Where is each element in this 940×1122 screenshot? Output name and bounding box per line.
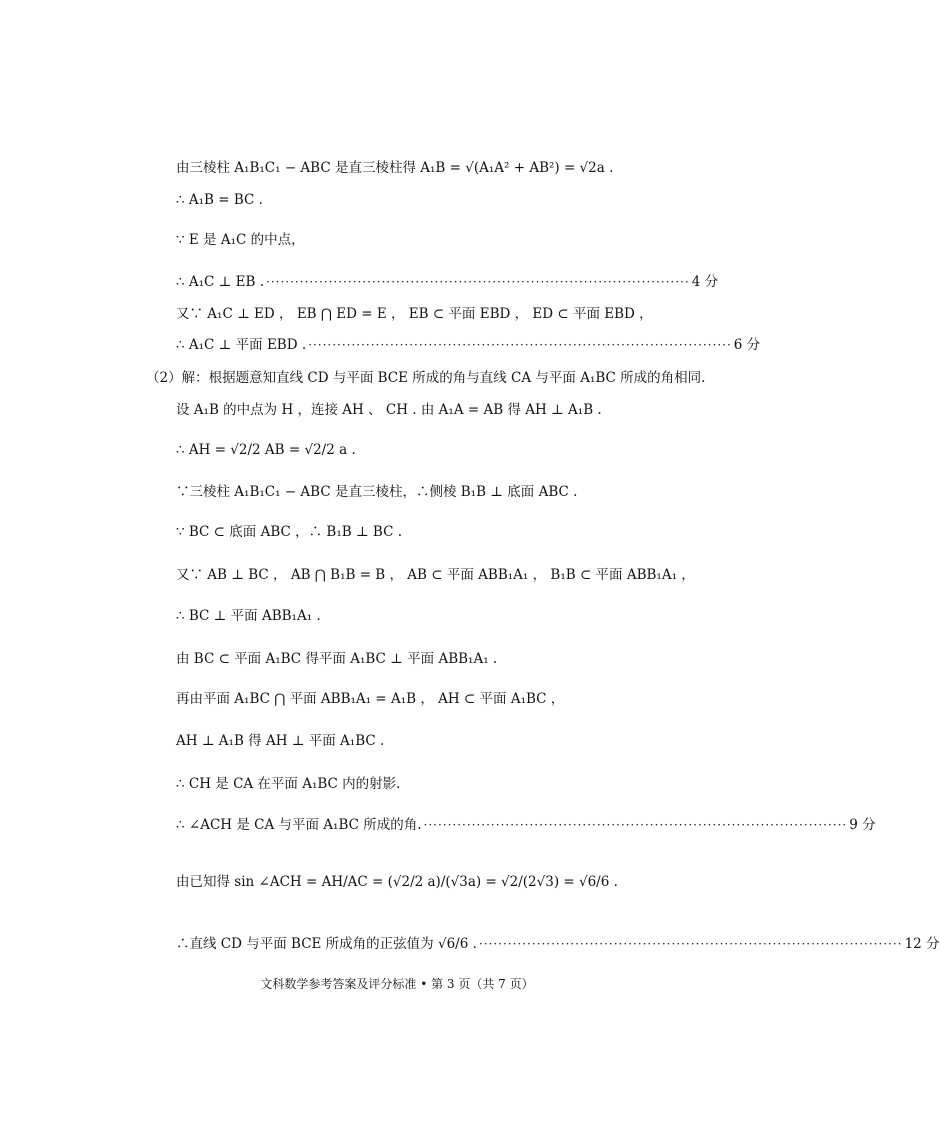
line-6 (176, 335, 761, 355)
line-4-text: ∴ A₁C ⊥ EB . (176, 274, 265, 290)
line-3-text: ∵ E 是 A₁C 的中点， (176, 232, 305, 248)
line-8-text: 设 A₁B 的中点为 H ，连接 AH 、 CH . 由 A₁A = AB 得 AH ⊥ A₁B . (176, 402, 602, 418)
page-footer: 文科数学参考答案及评分标准 • 第 3 页（共 7 页） (260, 977, 534, 991)
line-6-score: 6 分 (733, 337, 761, 353)
line-18-score: 9 分 (849, 817, 876, 833)
line-4-score: 4 分 (691, 274, 719, 290)
line-8 (176, 400, 676, 420)
line-14 (176, 649, 676, 669)
line-3 (176, 230, 676, 250)
score-leader-dots: ························································································ (266, 275, 690, 289)
line-2-text: ∴ A₁B = BC . (176, 192, 263, 208)
line-11-text: ∵ BC ⊂ 底面 ABC ，∴ B₁B ⊥ BC . (176, 524, 403, 540)
line-7-text: （2）解：根据题意知直线 CD 与平面 BCE 所成的角与直线 CA 与平面 A₁BC 所成的角相同. (146, 370, 706, 386)
line-9-text: ∴ AH = √2/2 AB = √2/2 a . (176, 442, 356, 458)
line-12-text: 又∵ AB ⊥ BC ， AB ⋂ B₁B = B ， AB ⊂ 平面 ABB₁A₁ ， B₁B ⊂ 平面 ABB₁A₁ ， (176, 567, 695, 583)
line-7 (146, 368, 706, 388)
line-2 (176, 190, 676, 210)
line-15 (176, 689, 676, 709)
line-13 (176, 606, 676, 626)
line-5 (176, 304, 676, 324)
line-5-text: 又∵ A₁C ⊥ ED ， EB ⋂ ED = E ， EB ⊂ 平面 EBD ， ED ⊂ 平面 EBD ， (176, 306, 653, 322)
line-20 (176, 934, 940, 954)
line-10-text: ∵三棱柱 A₁B₁C₁ − ABC 是直三棱柱，∴侧棱 B₁B ⊥ 底面 ABC . (176, 484, 578, 500)
line-20-score: 12 分 (904, 936, 940, 952)
line-16-text: AH ⊥ A₁B 得 AH ⊥ 平面 A₁BC . (176, 733, 385, 749)
line-15-text: 再由平面 A₁BC ⋂ 平面 ABB₁A₁ = A₁B ， AH ⊂ 平面 A₁BC ， (176, 691, 565, 707)
line-1-text: 由三棱柱 A₁B₁C₁ − ABC 是直三棱柱得 A₁B = √(A₁A² + AB²) = √2a . (176, 160, 614, 176)
line-19-text: 由已知得 sin ∠ACH = AH/AC = (√2/2 a)/(√3a) = √2/(2√3) = √6/6 . (176, 874, 618, 890)
line-6-text: ∴ A₁C ⊥ 平面 EBD . (176, 337, 307, 353)
line-1 (176, 158, 676, 178)
line-20-text: ∴直线 CD 与平面 BCE 所成角的正弦值为 √6/6 . (176, 936, 477, 952)
line-9 (176, 440, 676, 460)
line-12 (176, 565, 696, 585)
line-18-text: ∴ ∠ACH 是 CA 与平面 A₁BC 所成的角. (176, 817, 422, 833)
score-leader-dots: ························································································ (308, 338, 732, 352)
line-13-text: ∴ BC ⊥ 平面 ABB₁A₁ . (176, 608, 321, 624)
line-14-text: 由 BC ⊂ 平面 A₁BC 得平面 A₁BC ⊥ 平面 ABB₁A₁ . (176, 651, 498, 667)
line-19 (176, 872, 676, 892)
score-leader-dots: ························································································ (423, 818, 848, 832)
line-17 (176, 774, 676, 794)
line-10 (176, 482, 676, 502)
line-11 (176, 522, 676, 542)
line-4 (176, 272, 719, 292)
line-18 (176, 815, 876, 835)
line-16 (176, 731, 676, 751)
score-leader-dots: ························································································ (478, 937, 903, 951)
line-17-text: ∴ CH 是 CA 在平面 A₁BC 内的射影. (176, 776, 401, 792)
